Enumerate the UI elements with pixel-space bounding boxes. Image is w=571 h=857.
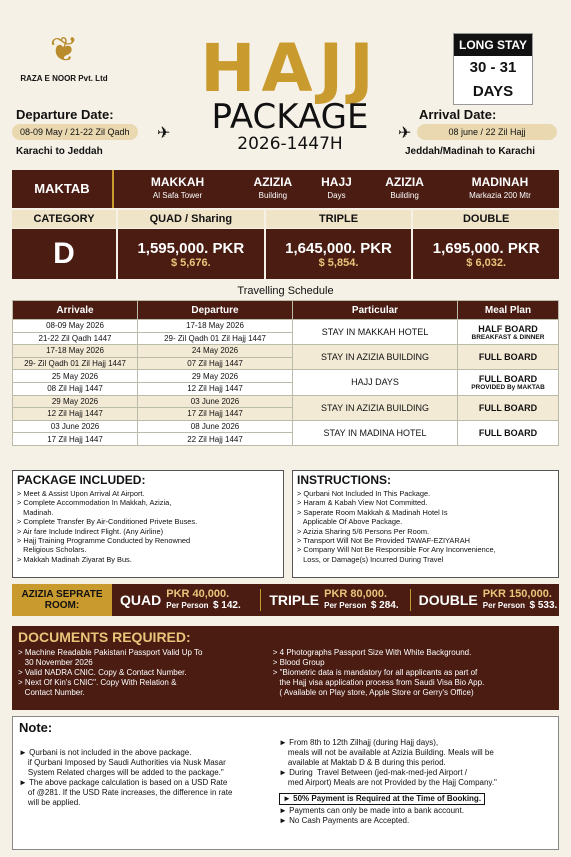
particular-cell: STAY IN AZIZIA BUILDING bbox=[293, 345, 458, 370]
particular-cell: STAY IN MADINA HOTEL bbox=[293, 420, 458, 445]
arrival-date: 08 june / 22 Zil Hajj bbox=[417, 124, 557, 140]
documents-required bbox=[12, 626, 559, 710]
package-heading: PACKAGE bbox=[211, 97, 369, 137]
document-item: > Blood Group bbox=[272, 658, 325, 667]
instruction-item: > Azizia Sharing 5/6 Persons Per Room. bbox=[297, 526, 430, 536]
maktab-col-madinah: MADINAH Markazia 200 Mtr bbox=[441, 170, 559, 208]
double-price: 1,695,000. PKR $ 6,032. bbox=[413, 229, 559, 279]
included-item: > Complete Transfer By Air-Conditioned Privete Buses. bbox=[17, 517, 198, 527]
instructions-title: INSTRUCTIONS: bbox=[297, 473, 391, 487]
maktab-col-azizia-2: AZIZIA Building bbox=[368, 170, 441, 208]
maktab-label: MAKTAB bbox=[12, 170, 114, 208]
days-range: 30 - 31 bbox=[469, 59, 517, 76]
quad-header: QUAD / Sharing bbox=[118, 210, 264, 228]
arrive-date: 17-18 May 2026 bbox=[13, 345, 138, 358]
meal-plan-cell: FULL BOARD bbox=[458, 395, 559, 420]
col-departure: Departure bbox=[138, 301, 293, 320]
instruction-item: > Saperate Room Makkah & Madinah Hotel Is bbox=[297, 507, 448, 517]
table-row bbox=[13, 395, 559, 408]
included-item: > Air fare Include Indirect Flight. (Any Airline) bbox=[17, 526, 164, 536]
instruction-item: Applicable Of Above Package. bbox=[297, 517, 403, 527]
arrive-islamic-date: 12 Zil Hajj 1447 bbox=[13, 408, 138, 421]
col-meal-plan: Meal Plan bbox=[458, 301, 559, 320]
documents-title: DOCUMENTS REQUIRED: bbox=[18, 629, 191, 645]
depart-islamic-date: 29- Zil Qadh 01 Zil Hajj 1447 bbox=[138, 332, 293, 345]
category-value: D bbox=[12, 229, 116, 279]
document-item: ( Available on Play store, Apple Store or Gerry's Office) bbox=[272, 688, 474, 697]
included-item: Madinah. bbox=[17, 507, 54, 517]
departure-date: 08-09 May / 21-22 Zil Qadh bbox=[12, 124, 138, 140]
schedule-table bbox=[12, 300, 559, 446]
payment-highlight: ► 50% Payment is Required at the Time of Booking. bbox=[279, 793, 485, 805]
document-item: > Machine Readable Pakistani Passport Valid Up To bbox=[18, 648, 203, 657]
note-item: will be applied. bbox=[19, 798, 81, 807]
departure-label: Departure Date: bbox=[16, 107, 114, 122]
note-item: ► The above package calculation is based on a USD Rate bbox=[19, 778, 228, 787]
instruction-item: > Company Will Not Be Responsible For Any Inconvenience, bbox=[297, 545, 496, 555]
particular-cell: STAY IN MAKKAH HOTEL bbox=[293, 320, 458, 345]
table-row bbox=[13, 420, 559, 433]
package-title bbox=[170, 30, 410, 154]
depart-islamic-date: 12 Zil Hajj 1447 bbox=[138, 382, 293, 395]
arrive-date: 03 June 2026 bbox=[13, 420, 138, 433]
arrive-islamic-date: 21-22 Zil Qadh 1447 bbox=[13, 332, 138, 345]
arrive-date: 08-09 May 2026 bbox=[13, 320, 138, 333]
note-item: meals will not be available at Azizia Building. Meals will be bbox=[279, 748, 494, 757]
depart-date: 29 May 2026 bbox=[138, 370, 293, 383]
long-stay-label: LONG STAY bbox=[454, 34, 532, 56]
meal-plan-cell: FULL BOARD PROVIDED By MAKTAB bbox=[458, 370, 559, 395]
plane-icon: ✈ bbox=[157, 125, 171, 142]
arrival-route: Jeddah/Madinah to Karachi bbox=[405, 146, 536, 157]
note-item: ► Qurbani is not included in the above package. bbox=[19, 748, 192, 757]
package-included-title: PACKAGE INCLUDED: bbox=[17, 473, 146, 487]
note-item: available at Maktab D & B during this period. bbox=[279, 758, 446, 767]
meal-plan-cell: HALF BOARD BREAKFAST & DINNER bbox=[458, 320, 559, 345]
depart-date: 17-18 May 2026 bbox=[138, 320, 293, 333]
arrive-islamic-date: 17 Zil Hajj 1447 bbox=[13, 433, 138, 446]
included-item: Religious Scholars. bbox=[17, 545, 87, 555]
depart-islamic-date: 17 Zil Hajj 1447 bbox=[138, 408, 293, 421]
depart-date: 08 June 2026 bbox=[138, 420, 293, 433]
seprate-room-item: QUAD PKR 40,000. Per Person $ 142. bbox=[120, 588, 241, 611]
arrive-islamic-date: 08 Zil Hajj 1447 bbox=[13, 382, 138, 395]
package-included-box bbox=[12, 470, 284, 578]
meal-plan-cell: FULL BOARD bbox=[458, 420, 559, 445]
document-item: 30 November 2026 bbox=[18, 658, 93, 667]
days-label: DAYS bbox=[472, 83, 514, 100]
depart-date: 03 June 2026 bbox=[138, 395, 293, 408]
document-item: > Next Of Kin's CNIC". Copy With Relation & bbox=[18, 678, 177, 687]
particular-cell: STAY IN AZIZIA BUILDING bbox=[293, 395, 458, 420]
maktab-col-hajj: HAJJ Days bbox=[305, 170, 369, 208]
double-header: DOUBLE bbox=[413, 210, 559, 228]
instruction-item: > Transport Will Not Be Provided TAWAF-EZIYARAH bbox=[297, 536, 470, 546]
document-item: Contact Number. bbox=[18, 688, 85, 697]
maktab-bar bbox=[12, 170, 559, 208]
document-item: > "Biometric data is mandatory for all applicants as part of bbox=[272, 668, 478, 677]
arrive-date: 29 May 2026 bbox=[13, 395, 138, 408]
table-row bbox=[13, 345, 559, 358]
included-item: > Makkah Madinah Ziyarat By Bus. bbox=[17, 554, 132, 564]
instruction-item: > Qurbani Not Included In This Package. bbox=[297, 489, 431, 498]
note-item: med Airport) Meals are not Provided by the Hajj Company." bbox=[279, 778, 497, 787]
schedule-title: Travelling Schedule bbox=[237, 285, 334, 297]
note-item: System Related charges will be added to the package." bbox=[19, 768, 224, 777]
instruction-item: Loss, or Damage(s) Incurred During Travel bbox=[297, 554, 444, 564]
company-logo bbox=[14, 30, 114, 100]
long-stay-badge bbox=[453, 33, 533, 105]
price-row bbox=[12, 229, 559, 279]
year-heading: 2026-1447H bbox=[237, 134, 343, 154]
seprate-label: AZIZIA SEPRATE ROOM: bbox=[12, 584, 112, 616]
included-item: > Hajj Training Programme Conducted by Renowned bbox=[17, 536, 191, 546]
category-row bbox=[12, 210, 559, 228]
particular-cell: HAJJ DAYS bbox=[293, 370, 458, 395]
maktab-col-makkah: MAKKAH Al Safa Tower bbox=[114, 170, 241, 208]
instruction-item: > Haram & Kabah View Not Committed. bbox=[297, 498, 428, 508]
col-arrivale: Arrivale bbox=[13, 301, 138, 320]
note-item: ► During Travel Between (jed-mak-med-jed Airport / bbox=[279, 768, 467, 777]
departure-route: Karachi to Jeddah bbox=[16, 146, 103, 157]
arrive-date: 25 May 2026 bbox=[13, 370, 138, 383]
table-row bbox=[13, 320, 559, 333]
note-title: Note: bbox=[19, 720, 53, 735]
document-item: > 4 Photographs Passport Size With White Background. bbox=[272, 648, 472, 657]
meal-plan-cell: FULL BOARD bbox=[458, 345, 559, 370]
arrival-label: Arrival Date: bbox=[419, 107, 497, 122]
col-particular: Particular bbox=[293, 301, 458, 320]
depart-islamic-date: 07 Zil Hajj 1447 bbox=[138, 357, 293, 370]
note-item: of @281. If the USD Rate increases, the difference in rate bbox=[19, 788, 233, 797]
depart-islamic-date: 22 Zil Hajj 1447 bbox=[138, 433, 293, 446]
seprate-room-item: DOUBLE PKR 150,000. Per Person $ 533. bbox=[410, 589, 559, 611]
triple-header: TRIPLE bbox=[266, 210, 412, 228]
azizia-seprate-room bbox=[12, 584, 559, 616]
note-item: if Qurbani Imposed by Saudi Authorities via Nusk Masar bbox=[19, 758, 226, 767]
included-item: > Meet & Assist Upon Arrival At Airport. bbox=[17, 489, 145, 498]
maktab-col-azizia: AZIZIA Building bbox=[241, 170, 305, 208]
note-item: ► Payments can only be made into a bank account. bbox=[279, 806, 464, 815]
plane-icon: ✈ bbox=[398, 125, 412, 142]
note-item: ► From 8th to 12th Zilhajj (during Hajj days), bbox=[279, 738, 439, 747]
included-item: > Complete Accommodation In Makkah, Azizia, bbox=[17, 498, 172, 508]
hajj-heading: HAJJ bbox=[200, 30, 380, 107]
document-item: the Hajj visa application process from Saudi Visa Bio App. bbox=[272, 678, 485, 687]
document-item: > Valid NADRA CNIC. Copy & Contact Number. bbox=[18, 668, 187, 677]
logo-emblem: ❦ bbox=[49, 30, 79, 70]
note-box bbox=[12, 716, 559, 850]
category-label: CATEGORY bbox=[12, 210, 116, 228]
seprate-room-item: TRIPLE PKR 80,000. Per Person $ 284. bbox=[260, 589, 409, 611]
depart-date: 24 May 2026 bbox=[138, 345, 293, 358]
triple-price: 1,645,000. PKR $ 5,854. bbox=[266, 229, 412, 279]
company-name: RAZA E NOOR Pvt. Ltd bbox=[20, 74, 108, 83]
instructions-box bbox=[292, 470, 559, 578]
note-item: ► No Cash Payments are Accepted. bbox=[279, 816, 410, 825]
arrive-islamic-date: 29- Zil Qadh 01 Zil Hajj 1447 bbox=[13, 357, 138, 370]
quad-price: 1,595,000. PKR $ 5,676. bbox=[118, 229, 264, 279]
table-row bbox=[13, 370, 559, 383]
